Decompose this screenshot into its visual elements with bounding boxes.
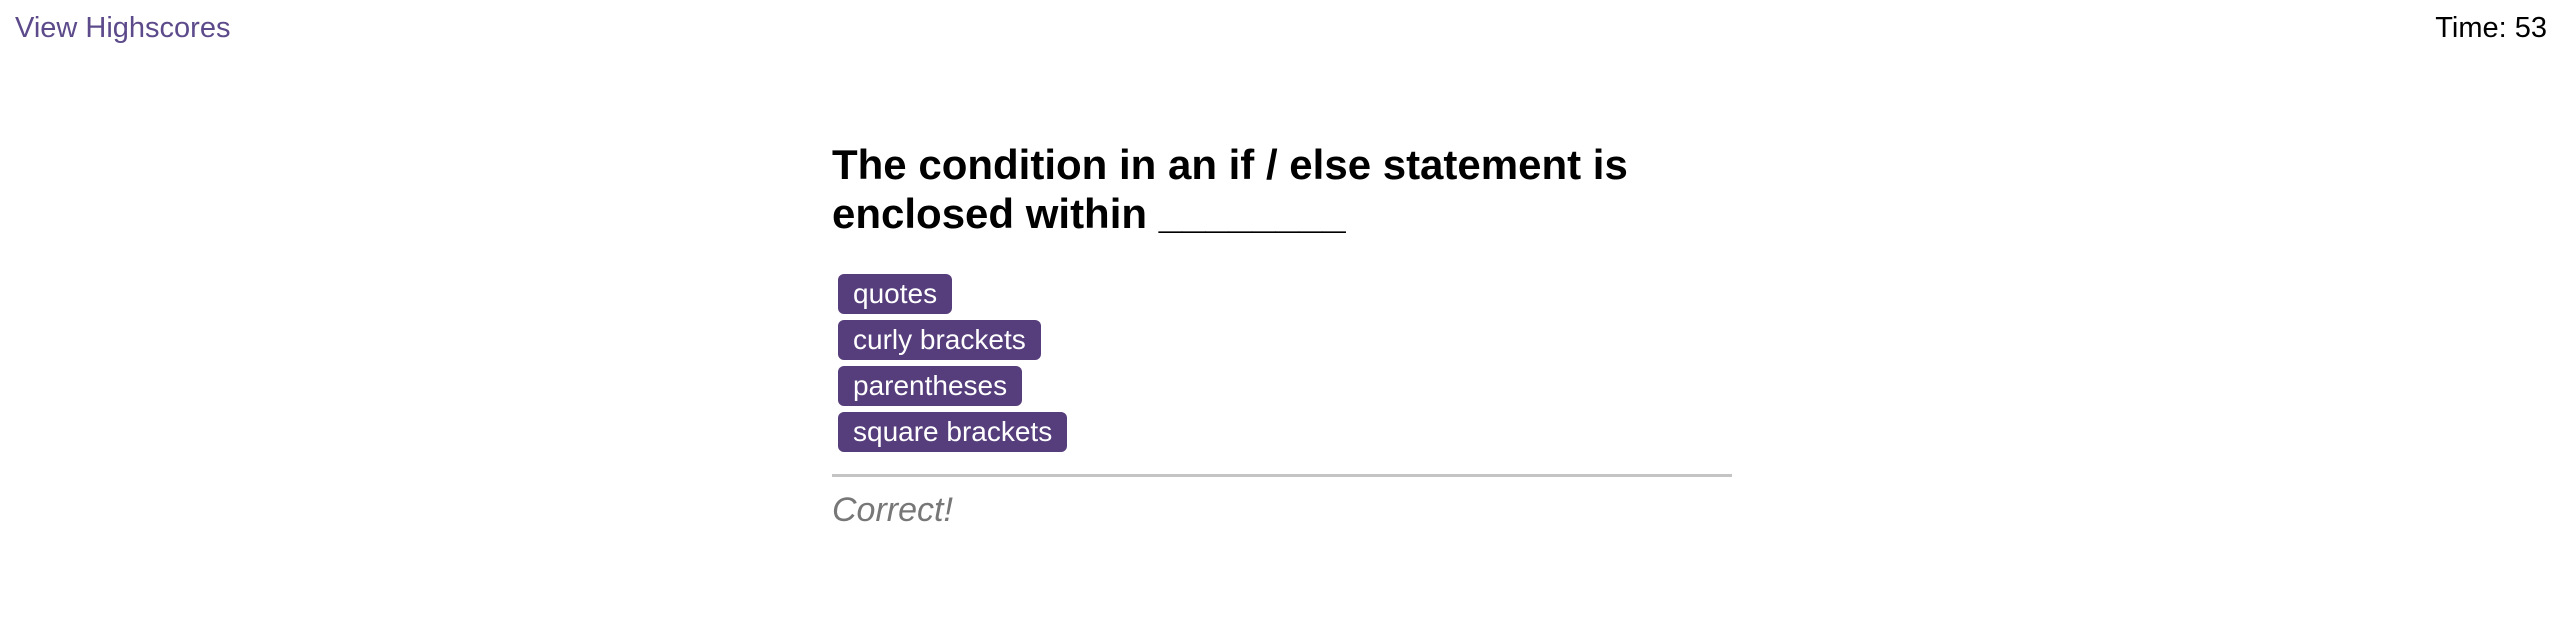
quiz-card xyxy=(832,140,1732,530)
choice-button-curly-brackets[interactable]: curly brackets xyxy=(838,320,1041,360)
choice-item xyxy=(838,320,1732,358)
choice-button-square-brackets[interactable]: square brackets xyxy=(838,412,1067,452)
top-bar xyxy=(0,0,2557,60)
choice-item xyxy=(838,274,1732,312)
choices-list xyxy=(838,274,1732,450)
question-title: The condition in an if / else statement is enclosed within ________ xyxy=(832,141,1628,237)
answer-feedback: Correct! xyxy=(832,491,953,529)
view-highscores-link[interactable]: View Highscores xyxy=(15,12,231,44)
choice-button-quotes[interactable]: quotes xyxy=(838,274,952,314)
feedback-divider xyxy=(832,474,1732,477)
choice-button-parentheses[interactable]: parentheses xyxy=(838,366,1022,406)
timer: Time: 53 xyxy=(2435,12,2547,44)
choice-item xyxy=(838,412,1732,450)
choice-item xyxy=(838,366,1732,404)
